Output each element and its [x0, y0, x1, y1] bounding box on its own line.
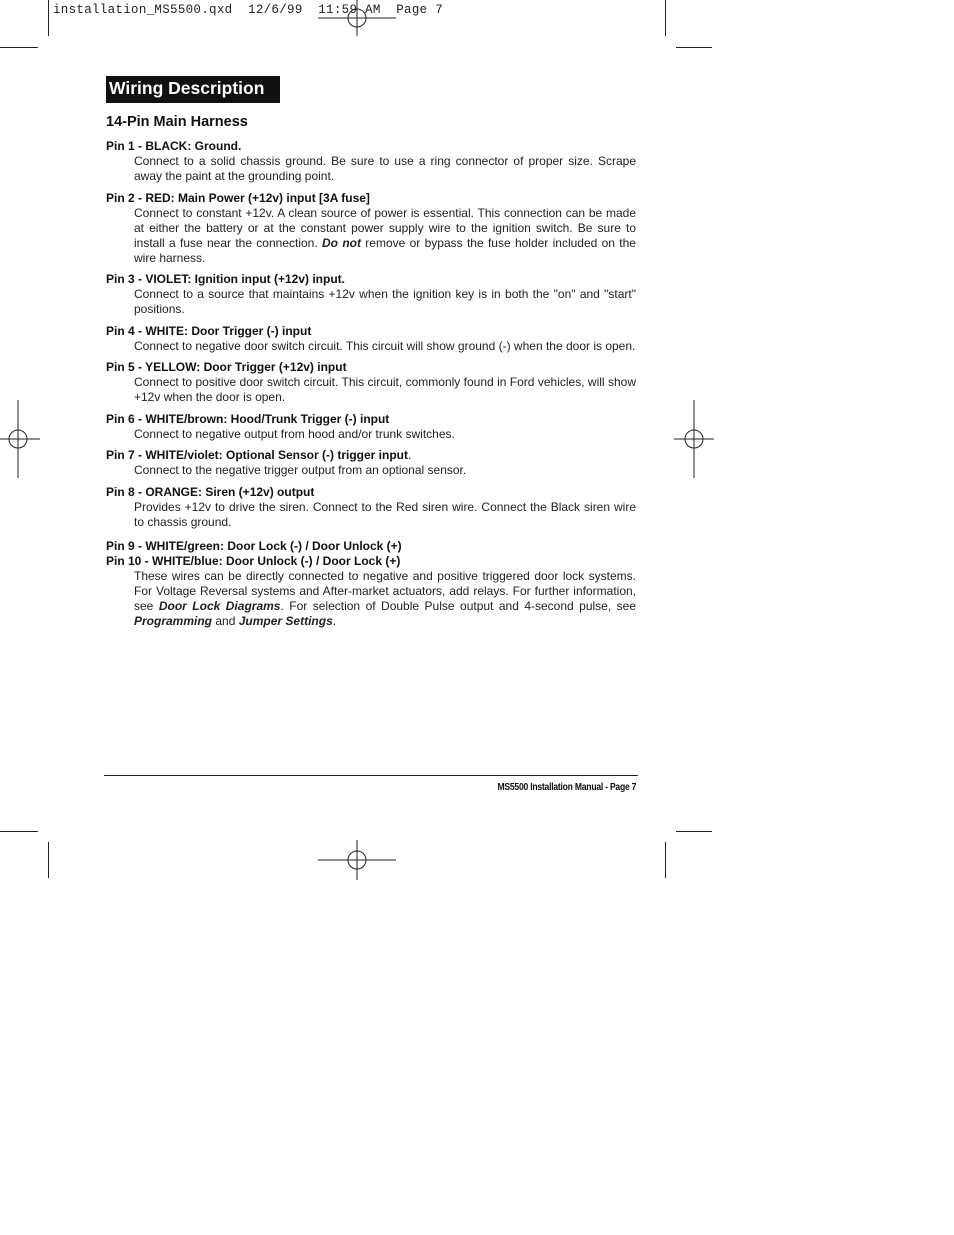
- crop-mark: [48, 842, 49, 878]
- pin-entry: [106, 539, 636, 629]
- pin-title: Pin 3 - VIOLET: Ignition input (+12v) input.: [106, 272, 345, 286]
- emphasis: Door Lock Diagrams: [158, 598, 281, 613]
- crop-mark: [0, 831, 38, 832]
- pin-title: Pin 8 - ORANGE: Siren (+12v) output: [106, 484, 315, 499]
- registration-mark-icon: [674, 400, 714, 478]
- crop-mark: [48, 0, 49, 36]
- pin-entry: [106, 448, 636, 478]
- emphasis: Programming: [134, 613, 213, 628]
- registration-mark-icon: [318, 840, 396, 880]
- crop-mark: [676, 831, 712, 832]
- crop-mark: [665, 0, 666, 36]
- printer-slug: installation_MS5500.qxd 12/6/99 11:59 AM Page 7: [53, 3, 444, 17]
- section-banner: Wiring Description: [106, 76, 280, 103]
- pin-entry: [106, 360, 636, 405]
- pin-description: Connect to positive door switch circuit. This circuit, commonly found in Ford vehicles, will show +12v when the door is open.: [134, 375, 636, 404]
- registration-mark-icon: [318, 0, 396, 36]
- footer-rule: [104, 775, 638, 776]
- pin-title: Pin 7 - WHITE/violet: Optional Sensor (-) trigger input.: [106, 448, 412, 462]
- pin-description: These wires can be directly connected to negative and positive triggered door lock systems. For Voltage Reversal systems and After-market actuators, add relays. For further information, see Door Lock Diagrams. For selection of Double Pulse output and 4-second pulse, see Programming and Jumper Settings.: [134, 568, 636, 628]
- crop-mark: [676, 47, 712, 48]
- pin-entry: [106, 485, 636, 530]
- pin-entry: [106, 272, 636, 317]
- crop-mark: [0, 47, 38, 48]
- pin-title: Pin 6 - WHITE/brown: Hood/Trunk Trigger (-) input: [106, 411, 390, 426]
- pin-entry: [106, 139, 636, 184]
- pin-title: Pin 9 - WHITE/green: Door Lock (-) / Door Unlock (+): [106, 538, 402, 553]
- pin-description: Provides +12v to drive the siren. Connect to the Red siren wire. Connect the Black siren wire to chassis ground.: [134, 499, 636, 529]
- emphasis: Jumper Settings: [238, 613, 333, 628]
- pin-list: [106, 139, 636, 635]
- pin-description: Connect to negative door switch circuit. This circuit will show ground (-) when the door is open.: [134, 338, 636, 353]
- registration-mark-icon: [0, 400, 40, 478]
- pin-title: Pin 10 - WHITE/blue: Door Unlock (-) / Door Lock (+): [106, 553, 401, 568]
- pin-title: Pin 5 - YELLOW: Door Trigger (+12v) input: [106, 360, 347, 374]
- pin-title: Pin 1 - BLACK: Ground.: [106, 139, 242, 153]
- pin-entry: [106, 324, 636, 354]
- pin-description: Connect to the negative trigger output from an optional sensor.: [134, 463, 467, 477]
- page-footer: MS5500 Installation Manual - Page 7: [497, 781, 636, 793]
- pin-description: Connect to a source that maintains +12v when the ignition key is in both the "on" and "start" positions.: [134, 287, 636, 316]
- pin-title: Pin 4 - WHITE: Door Trigger (-) input: [106, 323, 312, 338]
- crop-mark: [665, 842, 666, 878]
- pin-title: Pin 2 - RED: Main Power (+12v) input [3A fuse]: [106, 190, 370, 205]
- pin-description: Connect to a solid chassis ground. Be sure to use a ring connector of proper size. Scrape away the paint at the grounding point.: [134, 154, 636, 183]
- emphasis: Do not: [322, 235, 361, 250]
- pin-entry: [106, 191, 636, 266]
- subheading: 14-Pin Main Harness: [106, 114, 248, 130]
- pin-entry: [106, 412, 636, 442]
- pin-description: Connect to negative output from hood and/or trunk switches.: [134, 426, 455, 441]
- pin-description: Connect to constant +12v. A clean source of power is essential. This connection can be made at either the battery or at the constant power supply wire to the ignition switch. Be sure to install a fuse near the connection. Do not remove or bypass the fuse holder included on the wire harness.: [134, 205, 636, 265]
